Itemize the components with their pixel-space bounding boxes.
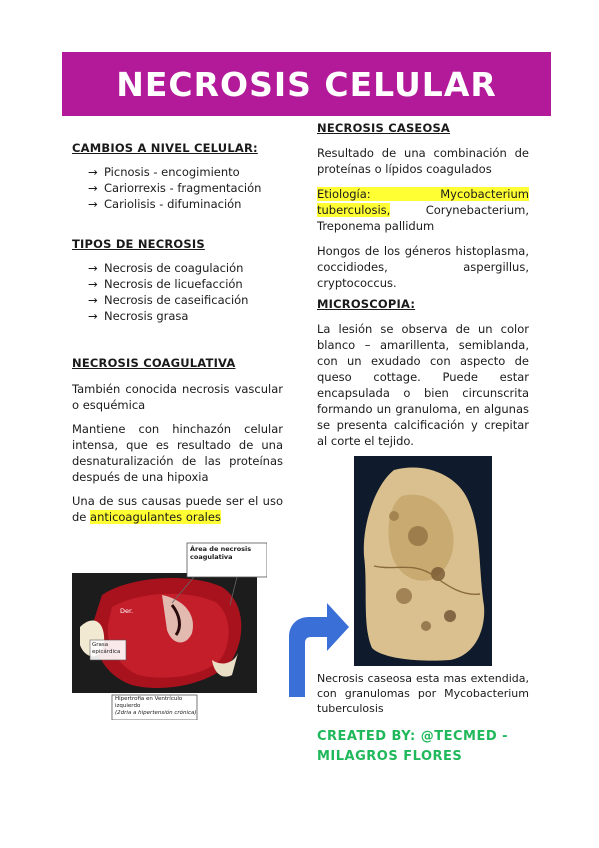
coagulativa-paragraph-3: Una de sus causas puede ser el uso de anticoagulantes orales: [72, 494, 283, 524]
caseosa-paragraph-3: Hongos de los géneros histoplasma, coccidiodes, aspergillus, cryptococcus.: [317, 244, 529, 290]
tipos-heading: TIPOS DE NECROSIS: [72, 237, 205, 251]
page-title: NECROSIS CELULAR: [116, 64, 497, 104]
author-credit: CREATED BY: @TECMED - MILAGROS FLORES: [317, 729, 509, 764]
coagulativa-section: [72, 355, 283, 525]
heart-figure: [72, 535, 267, 720]
microscopia-section: [317, 296, 529, 449]
microscopia-paragraph: La lesión se observa de un color blanco – amarillenta, semiblanda, con un exudado con aspecto de queso cottage. Puede estar encapsulada o bien circunscrita formando un granuloma, en algunas se presenta calcificación y crepitar al corte el tejido.: [317, 322, 529, 448]
right-arrow-icon: →: [88, 277, 98, 291]
list-item: → Necrosis de coagulación: [88, 261, 244, 275]
right-arrow-icon: →: [88, 197, 98, 211]
list-item: → Cariolisis - difuminación: [88, 197, 242, 211]
figure-label-grasa: Grasa epicárdica: [92, 642, 121, 655]
cambios-heading: CAMBIOS A NIVEL CELULAR:: [72, 141, 258, 155]
title-banner: [62, 52, 551, 116]
list-item: → Necrosis de caseificación: [88, 293, 249, 307]
callout-label: Área de necrosis coagulativa: [190, 545, 252, 561]
right-arrow-icon: →: [88, 309, 98, 323]
right-arrow-icon: →: [88, 165, 98, 179]
lung-figure: [354, 456, 492, 666]
figure-label-der: Der.: [120, 607, 134, 615]
right-arrow-icon: →: [88, 261, 98, 275]
figure-label-hipertrofia: Hipertrofia en Ventrículo izquierdo (2dria a hipertensión crónica): [115, 696, 197, 716]
caseosa-paragraph-1: Resultado de una combinación de proteínas o lípidos coagulados: [317, 146, 529, 176]
coagulativa-paragraph-2: Mantiene con hinchazón celular intensa, que es resultado de una desnaturalización de las proteínas después de una hipoxia: [72, 422, 283, 484]
list-item: → Necrosis de licuefacción: [88, 277, 243, 291]
caseosa-section: [317, 120, 529, 291]
list-item: → Cariorrexis - fragmentación: [88, 181, 262, 195]
heart-cross-section-image: [72, 535, 267, 720]
cambios-list: [72, 164, 283, 212]
right-arrow-icon: →: [88, 181, 98, 195]
caseous-lung-image: [354, 456, 492, 666]
caseosa-heading: NECROSIS CASEOSA: [317, 121, 451, 135]
coagulativa-heading: NECROSIS COAGULATIVA: [72, 356, 236, 370]
list-item: → Picnosis - encogimiento: [88, 165, 240, 179]
right-arrow-icon: →: [88, 293, 98, 307]
microscopia-heading: MICROSCOPIA:: [317, 297, 416, 311]
list-item: → Necrosis grasa: [88, 309, 189, 323]
tipos-section: [72, 236, 283, 324]
coagulativa-paragraph-1: También conocida necrosis vascular o esquémica: [72, 382, 283, 412]
tipos-list: [72, 260, 283, 324]
highlight: Etiología: Mycobacterium tuberculosis,: [317, 187, 529, 217]
caseosa-etiologia: Etiología: Mycobacterium tuberculosis, Corynebacterium, Treponema pallidum: [317, 187, 529, 233]
cambios-section: [72, 140, 283, 212]
lung-caption: Necrosis caseosa esta mas extendida, con granulomas por Mycobacterium tuberculosis: [317, 672, 529, 715]
highlight: anticoagulantes orales: [90, 510, 221, 524]
